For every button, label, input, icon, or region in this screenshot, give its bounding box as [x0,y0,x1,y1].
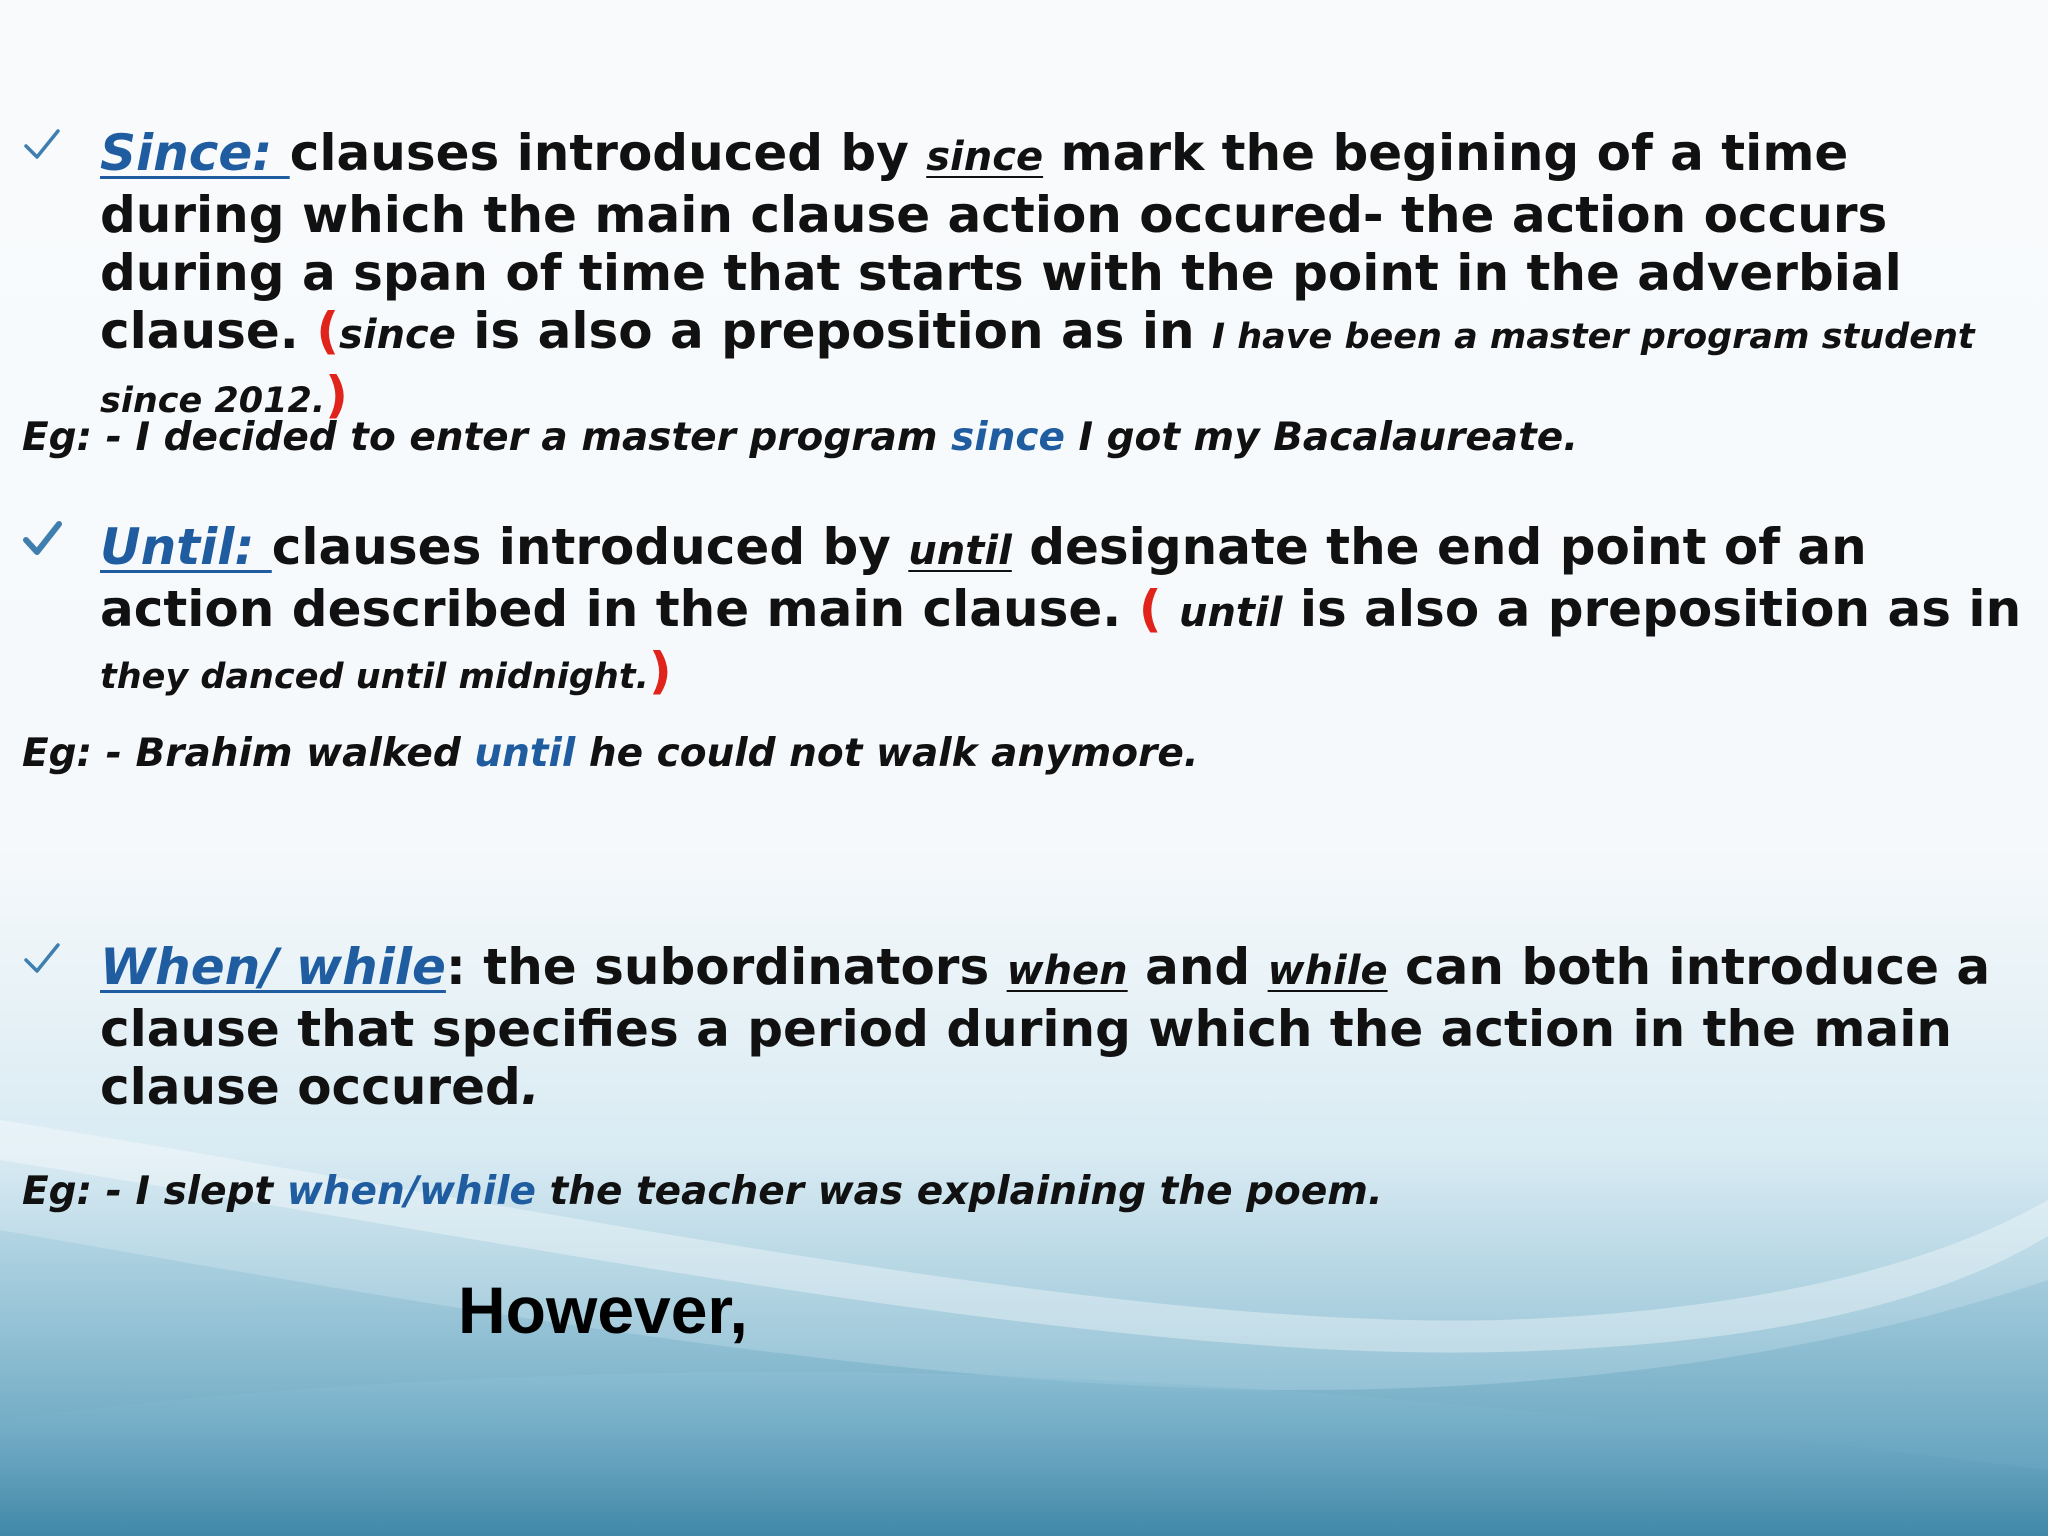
paren-open: ( [1138,580,1179,638]
checkmark-icon [22,520,62,560]
bullet-since [100,124,2035,430]
keyword-while: while [1267,948,1388,994]
paren-close: ) [325,366,348,424]
keyword-since-2: since [339,312,456,358]
example-highlight: since [951,415,1065,460]
preposition-example: they danced until midnight. [100,657,649,697]
keyword-since: since [926,134,1044,180]
bullet-until [100,518,2035,706]
example-when-while: Eg: - I slept when/while the teacher was explaining the poem. [22,1169,1383,1214]
example-since: Eg: - I decided to enter a master program since I got my Bacalaureate. [22,415,1579,460]
example-until: Eg: - Brahim walked until he could not walk anymore. [22,731,1199,776]
keyword-when: when [1006,948,1128,994]
checkmark-icon [22,126,62,166]
example-highlight: when/while [286,1169,536,1214]
paren-open: ( [316,302,340,360]
however-heading: However, [458,1273,748,1347]
since-paragraph: Since: clauses introduced by since mark the begining of a time during which the main clause action occured- the action occurs during a span of time that starts with the point in the adverbial clause. (since is also a preposition as in I have been a master program student since 2012.) [100,124,1975,424]
checkmark-icon [22,940,62,980]
preposition-example: I have been a master program student since 2012. [100,317,1975,421]
example-highlight: until [474,731,576,776]
term-since: Since: [100,124,290,182]
keyword-until-2: until [1178,590,1283,636]
keyword-until: until [908,528,1012,574]
term-until: Until: [100,518,272,576]
bullet-when-while [100,938,2035,1116]
term-when-while: When/ while [100,938,446,996]
when-while-paragraph: When/ while: the subordinators when and while can both introduce a clause that specifies a period during which the action in the main clause occured. [100,938,1991,1116]
until-paragraph: Until: clauses introduced by until designate the end point of an action described in the main clause. ( until is also a preposition as in they danced until midnight.) [100,518,2022,700]
paren-close: ) [648,642,672,700]
